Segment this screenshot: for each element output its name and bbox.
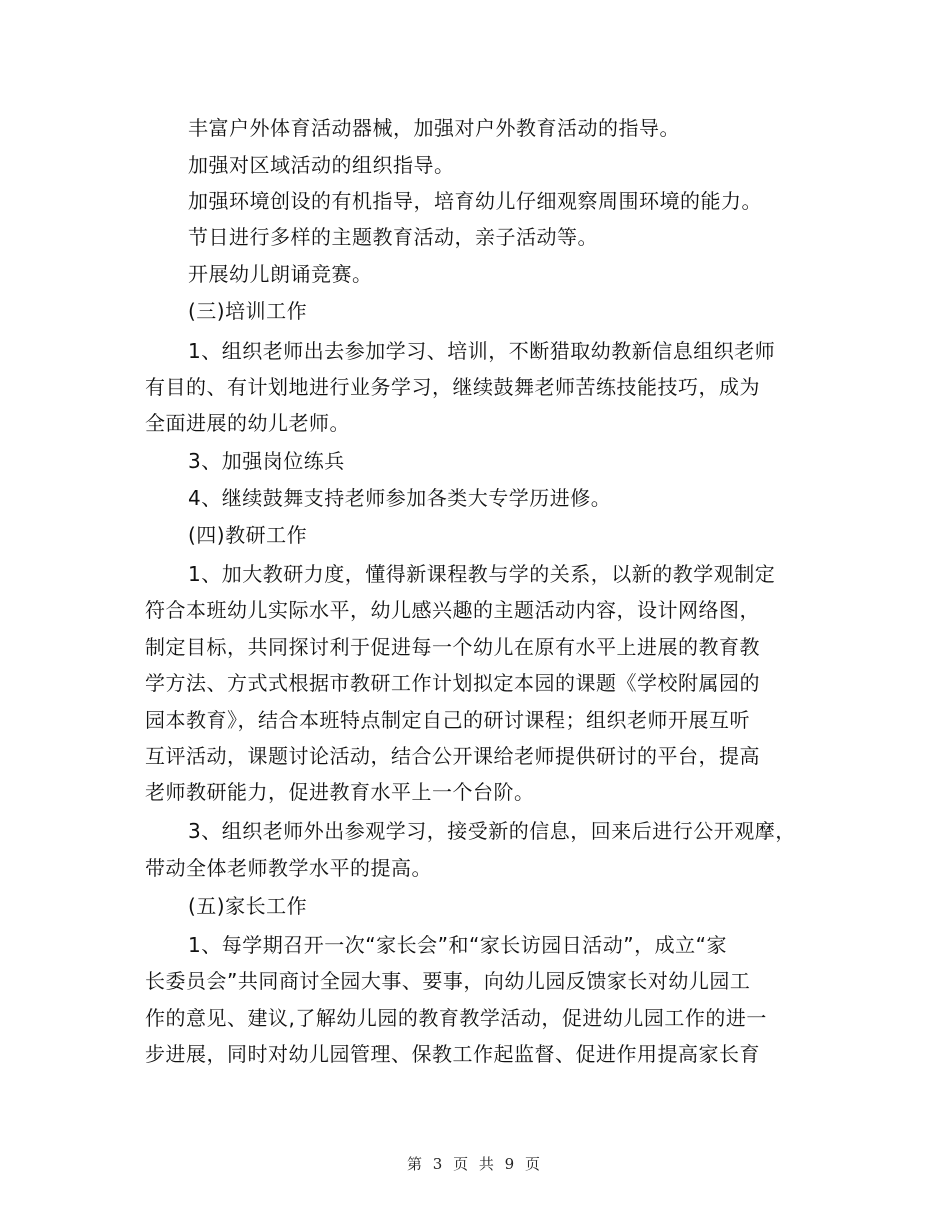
text-line: 1、组织老师出去参加学习、培训，不断猎取幼教新信息组织老师 bbox=[188, 339, 776, 363]
text-line: 3、加强岗位练兵 bbox=[188, 449, 345, 473]
text-line: 开展幼儿朗诵竞赛。 bbox=[188, 262, 373, 286]
text-line: 学方法、方式式根据市教研工作计划拟定本园的课题《学校附属园的 bbox=[145, 671, 760, 695]
text-line: 园本教育》，结合本班特点制定自己的研讨课程；组织老师开展互听 bbox=[145, 708, 750, 732]
text-line: 老师教研能力，促进教育水平上一个台阶。 bbox=[145, 780, 535, 804]
text-line: 有目的、有计划地进行业务学习，继续鼓舞老师苦练技能技巧，成为 bbox=[145, 375, 760, 399]
section-heading: (五)家长工作 bbox=[188, 894, 308, 918]
text-line: 全面进展的幼儿老师。 bbox=[145, 411, 350, 435]
text-line: 4、继续鼓舞支持老师参加各类大专学历进修。 bbox=[188, 486, 612, 510]
text-line: 作的意见、建议,了解幼儿园的教育教学活动，促进幼儿园工作的进一 bbox=[145, 1006, 767, 1030]
text-line: 丰富户外体育活动器械，加强对户外教育活动的指导。 bbox=[188, 116, 680, 140]
text-line: 互评活动，课题讨论活动，结合公开课给老师提供研讨的平台，提高 bbox=[145, 744, 760, 768]
text-line: 加强对区域活动的组织指导。 bbox=[188, 153, 455, 177]
section-heading: (三)培训工作 bbox=[188, 299, 308, 323]
text-line: 符合本班幼儿实际水平，幼儿感兴趣的主题活动内容，设计网络图， bbox=[145, 598, 760, 622]
section-heading: (四)教研工作 bbox=[188, 523, 308, 547]
text-line: 1、加大教研力度，懂得新课程教与学的关系，以新的教学观制定 bbox=[188, 562, 776, 586]
text-line: 加强环境创设的有机指导，培育幼儿仔细观察周围环境的能力。 bbox=[188, 189, 762, 213]
text-line: 带动全体老师教学水平的提高。 bbox=[145, 856, 432, 880]
text-line: 步进展，同时对幼儿园管理、保教工作起监督、促进作用提高家长育 bbox=[145, 1042, 760, 1066]
page-number: 第 3 页 共 9 页 bbox=[407, 1155, 543, 1173]
text-line: 1、每学期召开一次“家长会”和“家长访园日活动”，成立“家 bbox=[188, 933, 728, 957]
text-line: 长委员会”共同商讨全园大事、要事，向幼儿园反馈家长对幼儿园工 bbox=[145, 969, 751, 993]
text-line: 制定目标，共同探讨利于促进每一个幼儿在原有水平上进展的教育教 bbox=[145, 635, 760, 659]
text-line: 节日进行多样的主题教育活动，亲子活动等。 bbox=[188, 225, 598, 249]
text-line: 3、组织老师外出参观学习，接受新的信息，回来后进行公开观摩， bbox=[188, 819, 796, 843]
